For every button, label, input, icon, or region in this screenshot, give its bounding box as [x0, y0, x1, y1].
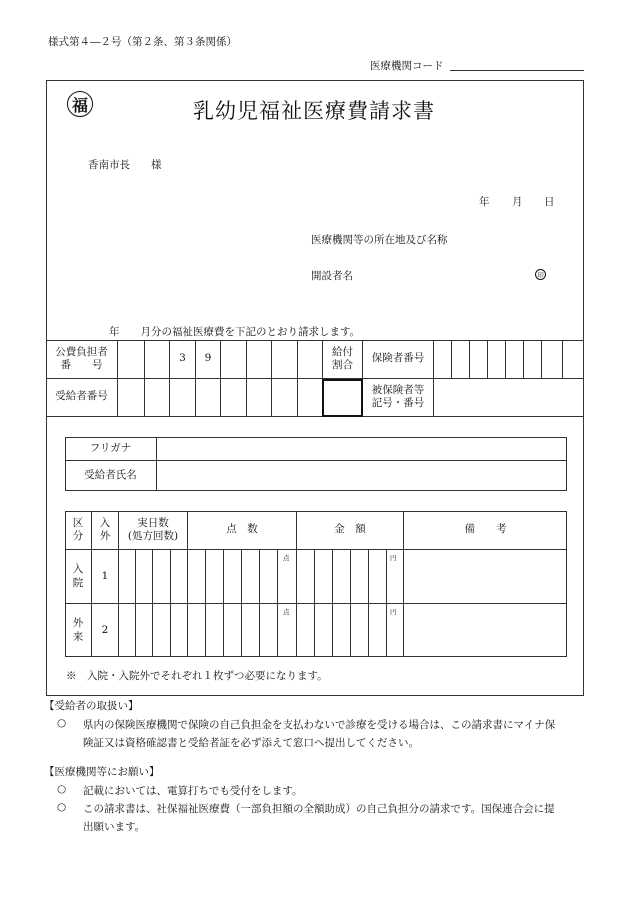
points-unit: 点 — [283, 554, 290, 562]
header-in-out: 入 外 — [99, 516, 111, 542]
institution-notice-item: この請求書は、社保福祉医療費（一部負担額の全額助成）の自己負担分の請求です。国保連合会に提 — [83, 803, 555, 815]
furigana-label: フリガナ — [89, 441, 132, 454]
bullet-icon: ○ — [57, 717, 67, 729]
row-code: 1 — [101, 569, 109, 582]
header-points: 点 数 — [226, 523, 258, 536]
institution-code-label: 医療機関コード — [370, 60, 444, 72]
recipient-name-input[interactable] — [157, 461, 566, 491]
bullet-icon: ○ — [57, 783, 67, 795]
benefit-ratio-label: 給付 割合 — [332, 345, 353, 371]
header-category: 区 分 — [72, 516, 84, 542]
recipient-notice-line: 険証又は資格確認書と受給者証を必ず添えて窓口へ提出してください。 — [83, 737, 419, 749]
payer-number-label: 公費負担者 番 号 — [55, 345, 108, 371]
payer-digit[interactable]: 3 — [179, 352, 186, 365]
institution-notice-item: 記載においては、電算打ちでも受付をします。 — [83, 785, 303, 797]
payer-digit[interactable] — [145, 340, 169, 378]
request-sentence: 年 月分の福祉医療費を下記のとおり請求します。 — [109, 326, 361, 338]
row-code: 2 — [101, 623, 109, 636]
payer-digit[interactable] — [221, 340, 246, 378]
payer-digit[interactable]: 9 — [204, 352, 212, 365]
remarks-input[interactable] — [404, 604, 566, 657]
institution-code-field[interactable] — [450, 70, 584, 71]
date-year-label: 年 — [479, 196, 490, 208]
points-unit: 点 — [283, 608, 290, 616]
remarks-input[interactable] — [404, 550, 566, 603]
addressee: 香南市長 様 — [88, 159, 162, 171]
payer-digit[interactable] — [272, 340, 297, 378]
seal-stamp-icon: 印 — [535, 269, 546, 280]
welfare-seal-icon: 福 — [67, 91, 93, 117]
benefit-ratio-input[interactable] — [322, 379, 363, 417]
recipient-name-label: 受給者氏名 — [84, 469, 137, 482]
payer-digit[interactable] — [247, 340, 271, 378]
date-month-label: 月 — [512, 196, 523, 208]
table-note: ※ 入院・入院外でそれぞれ１枚ずつ必要になります。 — [66, 670, 328, 682]
header-days: 実日数 (処方回数) — [127, 516, 179, 542]
furigana-input[interactable] — [157, 438, 566, 460]
recipient-notice-line: 県内の保険医療機関で保険の自己負担金を支払わないで診療を受ける場合は、この請求書にマイナ保 — [83, 719, 556, 731]
insurer-number-label: 保険者番号 — [371, 352, 425, 365]
amount-unit: 円 — [390, 554, 397, 562]
insured-number-input[interactable] — [434, 379, 584, 416]
payer-digit[interactable] — [298, 340, 322, 378]
row-label-inpatient: 入 院 — [72, 563, 84, 589]
payer-digit[interactable] — [118, 340, 144, 378]
institution-notice-item: 出願います。 — [83, 821, 146, 833]
insured-number-label: 被保険者等 記号・番号 — [371, 383, 425, 409]
date-day-label: 日 — [544, 196, 555, 208]
recipient-number-label: 受給者番号 — [55, 390, 108, 403]
form-number: 様式第４―２号（第２条、第３条関係） — [48, 36, 237, 48]
bullet-icon: ○ — [57, 801, 67, 813]
header-amount: 金 額 — [334, 523, 366, 536]
amount-unit: 円 — [390, 608, 397, 616]
recipient-notice-heading: 【受給者の取扱い】 — [44, 700, 139, 712]
row-label-outpatient: 外 来 — [72, 617, 84, 643]
institution-notice-heading: 【医療機関等にお願い】 — [44, 766, 160, 778]
founder-name-label: 開設者名 — [311, 270, 353, 282]
header-remarks: 備 考 — [464, 523, 507, 536]
page-title: 乳幼児福祉医療費請求書 — [193, 99, 435, 123]
institution-address-label: 医療機関等の所在地及び名称 — [311, 234, 448, 246]
